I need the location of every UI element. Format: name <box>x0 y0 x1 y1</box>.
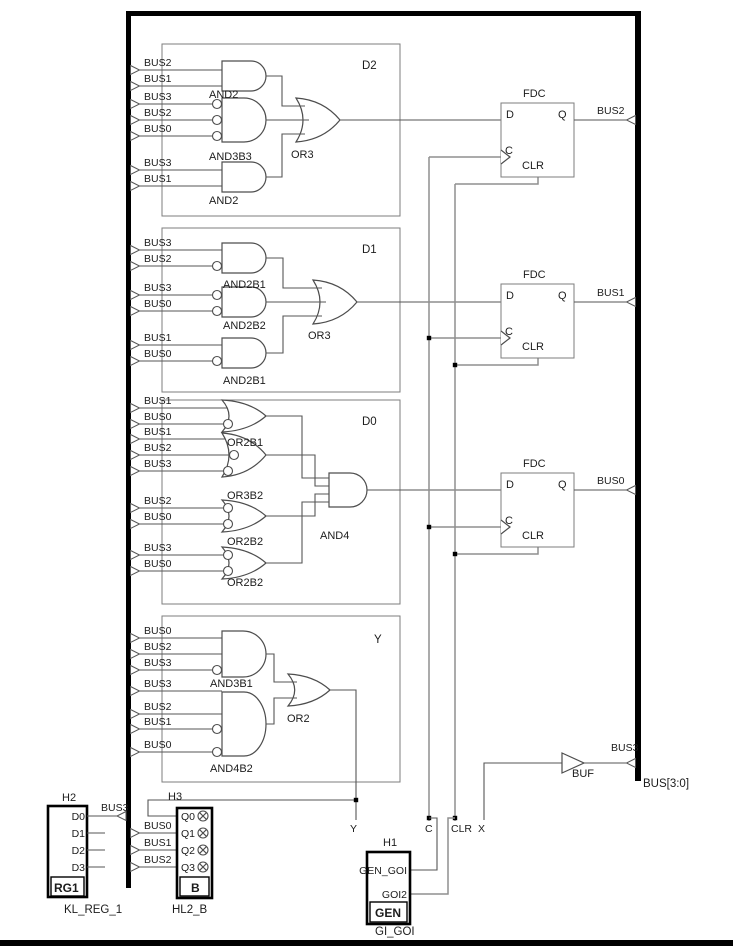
pin-label: Q3 <box>181 862 196 874</box>
ref-label: H3 <box>168 791 183 803</box>
and-gate[interactable] <box>222 631 266 677</box>
inverter-bubble-icon <box>213 666 222 675</box>
svg-text:BUS1: BUS1 <box>144 426 172 438</box>
and-gate[interactable] <box>222 338 266 368</box>
svg-text:BUS2: BUS2 <box>144 107 172 119</box>
svg-text:BUS1: BUS1 <box>144 837 172 849</box>
inverter-bubble-icon <box>213 132 222 141</box>
pin-label-q: Q <box>558 290 567 302</box>
pin-label-c: C <box>505 145 513 157</box>
gate-label: BUF <box>572 768 594 780</box>
pin-label: GEN_GOI <box>359 865 407 877</box>
output-net-label: BUS3 <box>611 742 639 754</box>
gate-label: AND4B2 <box>210 763 253 775</box>
gate-label: OR2B2 <box>227 536 264 548</box>
and-gate[interactable] <box>222 692 266 756</box>
inverter-bubble-icon <box>224 467 233 476</box>
svg-text:BUS1: BUS1 <box>144 173 172 185</box>
pin-label: Q1 <box>181 828 196 840</box>
pin-label-d: D <box>506 109 514 121</box>
inverter-bubble-icon <box>213 291 222 300</box>
svg-text:BUS3: BUS3 <box>144 91 172 103</box>
pin-label: Q2 <box>181 845 196 857</box>
inverter-bubble-icon <box>213 307 222 316</box>
and-gate[interactable] <box>222 61 266 91</box>
svg-text:BUS1: BUS1 <box>144 716 172 728</box>
type-label: RG1 <box>54 881 79 895</box>
svg-text:BUS2: BUS2 <box>144 701 172 713</box>
svg-text:BUS1: BUS1 <box>144 395 172 407</box>
pin-label: D3 <box>71 862 85 874</box>
svg-text:BUS0: BUS0 <box>144 820 172 832</box>
gate-label: AND2 <box>209 89 239 101</box>
svg-text:BUS0: BUS0 <box>144 739 172 751</box>
instance-label: HL2_B <box>172 904 208 916</box>
svg-text:BUS2: BUS2 <box>144 442 172 454</box>
svg-text:BUS3: BUS3 <box>144 157 172 169</box>
pin-label-d: D <box>506 479 514 491</box>
svg-text:BUS0: BUS0 <box>144 558 172 570</box>
and-gate[interactable] <box>222 162 266 192</box>
net-label-c: C <box>425 823 433 835</box>
gate-label: OR3 <box>291 149 314 161</box>
inverter-bubble-icon <box>230 451 239 460</box>
svg-text:BUS0: BUS0 <box>144 625 172 637</box>
input-net-labels <box>144 57 172 866</box>
right-bus-rail[interactable] <box>635 11 641 781</box>
net-label-y: Y <box>350 823 358 835</box>
output-net-label: BUS1 <box>597 287 625 299</box>
svg-text:BUS2: BUS2 <box>144 253 172 265</box>
bottom-border-bar <box>0 940 733 946</box>
gate-label: AND3B3 <box>209 151 252 163</box>
pin-label-clr: CLR <box>522 160 545 172</box>
gate-label: AND2 <box>209 195 239 207</box>
gate-label: OR2 <box>287 713 310 725</box>
svg-text:BUS1: BUS1 <box>144 73 172 85</box>
output-net-label: BUS2 <box>597 105 625 117</box>
pin-label: D2 <box>71 845 85 857</box>
and-gate[interactable] <box>222 243 266 273</box>
svg-text:BUS0: BUS0 <box>144 511 172 523</box>
section-title-d1: D1 <box>362 244 377 256</box>
gate-label: AND2B2 <box>223 320 266 332</box>
ref-label: H1 <box>383 837 398 849</box>
svg-text:BUS0: BUS0 <box>144 123 172 135</box>
instance-label: KL_REG_1 <box>64 904 123 916</box>
pin-label: Q0 <box>181 811 196 823</box>
gate-label: AND4 <box>320 530 350 542</box>
inverter-bubble-icon <box>213 116 222 125</box>
svg-text:BUS3: BUS3 <box>144 678 172 690</box>
type-label: B <box>191 881 200 895</box>
inverter-bubble-icon <box>224 567 233 576</box>
svg-text:BUS1: BUS1 <box>144 332 172 344</box>
svg-text:BUS0: BUS0 <box>144 348 172 360</box>
pin-label-clr: CLR <box>522 341 545 353</box>
output-net-label: BUS0 <box>597 475 625 487</box>
net-label-x: X <box>478 823 486 835</box>
svg-text:BUS2: BUS2 <box>144 854 172 866</box>
pin-label-q: Q <box>558 109 567 121</box>
pin-label-c: C <box>505 326 513 338</box>
inverter-bubble-icon <box>213 262 222 271</box>
fdc-type-label: FDC <box>523 88 546 100</box>
pin-label: D1 <box>71 828 85 840</box>
gate-label: AND2B1 <box>223 375 266 387</box>
section-title-y: Y <box>374 634 382 646</box>
inverter-bubble-icon <box>224 420 233 429</box>
instance-label: GI_GOI <box>375 926 415 938</box>
inverter-bubble-icon <box>224 551 233 560</box>
svg-text:BUS2: BUS2 <box>144 495 172 507</box>
bus-name-label: BUS[3:0] <box>643 778 690 790</box>
top-bus-rail[interactable] <box>126 11 641 16</box>
and-gate[interactable] <box>222 287 266 317</box>
fdc-type-label: FDC <box>523 458 546 470</box>
svg-text:BUS3: BUS3 <box>144 657 172 669</box>
pin-label-clr: CLR <box>522 530 545 542</box>
inverter-bubble-icon <box>213 725 222 734</box>
and-gate[interactable] <box>222 98 266 142</box>
pin-label: D0 <box>71 811 85 823</box>
gate-label: AND3B1 <box>210 678 253 690</box>
net-label-clr: CLR <box>451 823 473 835</box>
and-gate[interactable] <box>329 473 367 507</box>
svg-text:BUS2: BUS2 <box>144 641 172 653</box>
svg-text:BUS3: BUS3 <box>144 237 172 249</box>
output-net-label: BUS3 <box>101 802 129 814</box>
inverter-bubble-icon <box>224 520 233 529</box>
section-title-d2: D2 <box>362 60 377 72</box>
svg-text:BUS3: BUS3 <box>144 458 172 470</box>
gate-label: OR3 <box>308 330 331 342</box>
junction-dot <box>354 798 358 802</box>
gate-label: OR2B1 <box>227 437 264 449</box>
type-label: GEN <box>374 906 402 920</box>
svg-text:BUS0: BUS0 <box>144 298 172 310</box>
pin-label-c: C <box>505 515 513 527</box>
ref-label: H2 <box>62 792 77 804</box>
gate-label: OR2B2 <box>227 577 264 589</box>
fdc-type-label: FDC <box>523 269 546 281</box>
inverter-bubble-icon <box>224 504 233 513</box>
inverter-bubble-icon <box>213 357 222 366</box>
svg-text:BUS0: BUS0 <box>144 411 172 423</box>
section-title-d0: D0 <box>362 416 377 428</box>
pin-label-q: Q <box>558 479 567 491</box>
gate-label: OR3B2 <box>227 490 264 502</box>
pin-label: GOI2 <box>381 889 407 901</box>
inverter-bubble-icon <box>213 748 222 757</box>
gate-label: AND2B1 <box>223 279 266 291</box>
pin-label-d: D <box>506 290 514 302</box>
svg-text:BUS3: BUS3 <box>144 542 172 554</box>
svg-text:BUS2: BUS2 <box>144 57 172 69</box>
svg-text:BUS3: BUS3 <box>144 282 172 294</box>
